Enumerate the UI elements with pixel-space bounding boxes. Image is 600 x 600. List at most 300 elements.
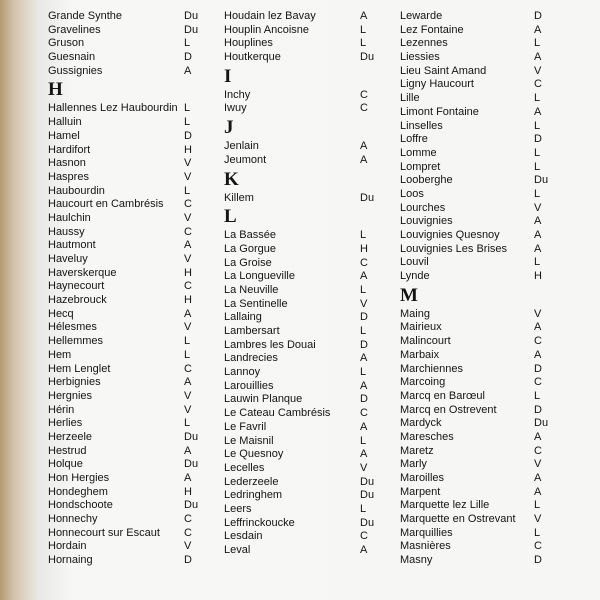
- district-code: V: [534, 201, 542, 214]
- district-code: C: [184, 362, 192, 375]
- index-entry: [48, 431, 210, 445]
- commune-name: Lederzeele: [224, 475, 279, 488]
- index-entry: [48, 116, 210, 130]
- commune-name: Hamel: [48, 129, 80, 142]
- commune-name: Marly: [400, 458, 427, 471]
- commune-name: Le Cateau Cambrésis: [224, 407, 331, 420]
- index-entry: [48, 130, 210, 144]
- commune-name: Maresches: [400, 430, 454, 443]
- commune-name: Hecq: [48, 307, 74, 320]
- index-entry: [224, 503, 380, 517]
- district-code: H: [360, 242, 368, 255]
- district-code: A: [360, 140, 368, 153]
- commune-name: Houdain lez Bavay: [224, 10, 316, 22]
- district-code: A: [534, 472, 542, 484]
- index-entry: [48, 37, 210, 51]
- district-code: Du: [360, 489, 375, 502]
- commune-name: Gussignies: [48, 64, 103, 77]
- index-entry: [48, 472, 210, 486]
- index-entry: [224, 462, 380, 476]
- district-code: A: [360, 153, 368, 166]
- index-entry: [224, 544, 380, 558]
- district-code: L: [534, 389, 541, 402]
- commune-name: Marcoing: [400, 376, 446, 389]
- district-code: A: [184, 376, 192, 389]
- index-entry: [400, 37, 548, 51]
- commune-name: Hem Lenglet: [48, 362, 111, 375]
- commune-name: Lille: [400, 92, 420, 105]
- index-entry: [224, 311, 380, 325]
- district-code: L: [534, 160, 541, 173]
- commune-name: Leers: [224, 502, 252, 515]
- district-code: H: [534, 270, 542, 283]
- index-entry: [400, 499, 548, 513]
- index-entry: [400, 215, 548, 229]
- district-code: C: [534, 335, 542, 348]
- commune-name: Lomme: [400, 146, 437, 159]
- district-code: Du: [534, 417, 549, 430]
- index-entry: [224, 102, 380, 116]
- district-code: L: [360, 502, 367, 515]
- commune-name: Houplin Ancoisne: [224, 23, 310, 36]
- commune-name: Hallennes Lez Haubourdin: [48, 102, 178, 115]
- commune-name: Le Favril: [224, 420, 267, 433]
- commune-name: Ledringhem: [224, 489, 283, 502]
- district-code: D: [360, 338, 368, 351]
- district-code: H: [184, 143, 192, 156]
- district-code: C: [360, 256, 368, 269]
- district-code: V: [534, 307, 542, 320]
- commune-name: Malincourt: [400, 335, 451, 348]
- commune-name: La Gorgue: [224, 242, 276, 255]
- commune-name: Holque: [48, 458, 83, 471]
- district-code: A: [534, 215, 542, 228]
- district-code: C: [534, 78, 542, 91]
- index-entry: [400, 243, 548, 257]
- index-entry: [48, 308, 210, 322]
- commune-name: Haubourdin: [48, 184, 105, 197]
- commune-name: Iwuy: [224, 102, 247, 115]
- commune-name: Hornaing: [48, 554, 93, 567]
- commune-name: Honnecourt sur Escaut: [48, 526, 160, 539]
- index-entry: [48, 10, 210, 24]
- index-entry: [48, 404, 210, 418]
- section-letter-heading: L: [224, 206, 237, 228]
- commune-name: Haucourt en Cambrésis: [48, 198, 164, 211]
- index-entry: [224, 448, 380, 462]
- commune-name: Maretz: [400, 444, 434, 457]
- index-entry: [400, 270, 548, 284]
- commune-name: Lallaing: [224, 311, 262, 324]
- index-entry: [400, 106, 548, 120]
- commune-name: Loffre: [400, 133, 428, 146]
- index-entry: [400, 308, 548, 322]
- index-entry: [224, 380, 380, 394]
- commune-name: Le Quesnoy: [224, 448, 284, 461]
- commune-name: Gruson: [48, 37, 85, 50]
- index-entry: [48, 540, 210, 554]
- district-code: D: [184, 554, 192, 567]
- district-code: L: [360, 23, 367, 36]
- index-entry: [400, 445, 548, 459]
- index-entry: [400, 65, 548, 79]
- district-code: L: [184, 417, 191, 430]
- index-entry: [224, 517, 380, 531]
- index-entry: [400, 133, 548, 147]
- commune-name: Guesnain: [48, 51, 96, 64]
- index-entry: [400, 188, 548, 202]
- district-code: D: [534, 10, 542, 22]
- index-entry: [400, 349, 548, 363]
- index-entry: [400, 472, 548, 486]
- section-letter-heading: H: [48, 79, 63, 101]
- district-code: L: [184, 335, 191, 348]
- district-code: V: [184, 170, 192, 183]
- commune-name: Linselles: [400, 119, 443, 132]
- index-entry: [224, 243, 380, 257]
- index-entry: [48, 198, 210, 212]
- district-code: C: [360, 530, 368, 543]
- district-code: L: [360, 434, 367, 447]
- index-entry: [400, 363, 548, 377]
- district-code: C: [184, 225, 192, 238]
- index-entry: [400, 256, 548, 270]
- index-entry: [400, 161, 548, 175]
- index-entry: [400, 120, 548, 134]
- district-code: L: [360, 229, 367, 242]
- commune-name: Larouillies: [224, 379, 274, 392]
- district-code: V: [184, 540, 192, 553]
- district-code: L: [360, 325, 367, 337]
- commune-name: Haulchin: [48, 211, 91, 224]
- commune-name: Hellemmes: [48, 335, 104, 348]
- district-code: A: [184, 239, 192, 252]
- district-code: A: [184, 307, 192, 320]
- index-entry: [48, 144, 210, 158]
- commune-name: Herzeele: [48, 430, 93, 443]
- index-entry: [48, 267, 210, 281]
- commune-name: Mardyck: [400, 417, 442, 430]
- commune-name: Lourches: [400, 201, 446, 214]
- commune-name: Herlies: [48, 417, 83, 430]
- commune-name: Hautmont: [48, 239, 96, 252]
- district-code: L: [184, 116, 191, 129]
- commune-name: Lieu Saint Amand: [400, 64, 487, 77]
- index-entry: [224, 10, 380, 24]
- district-code: V: [534, 513, 542, 526]
- commune-name: Lompret: [400, 160, 441, 173]
- commune-name: Lecelles: [224, 461, 265, 474]
- index-entry: [48, 226, 210, 240]
- commune-name: Haynecourt: [48, 280, 105, 293]
- commune-name: Herbignies: [48, 376, 101, 389]
- district-code: Du: [184, 458, 199, 471]
- district-code: A: [184, 472, 192, 484]
- index-column-1: [48, 10, 210, 568]
- commune-name: Hordain: [48, 540, 87, 553]
- commune-name: Lezennes: [400, 37, 448, 50]
- district-code: A: [534, 229, 542, 241]
- district-code: D: [534, 554, 542, 567]
- district-code: Du: [534, 174, 549, 187]
- index-entry: [224, 24, 380, 38]
- commune-name: Leffrinckoucke: [224, 516, 295, 529]
- index-entry: [400, 321, 548, 335]
- index-entry: [48, 157, 210, 171]
- commune-name: Lambersart: [224, 325, 280, 337]
- index-entry: [48, 321, 210, 335]
- commune-name: Marcq en Barœul: [400, 389, 485, 402]
- index-entry: [400, 417, 548, 431]
- commune-name: Lez Fontaine: [400, 23, 464, 36]
- district-code: D: [534, 133, 542, 146]
- index-entry: [400, 10, 548, 24]
- commune-name: Liessies: [400, 51, 440, 64]
- district-code: Du: [360, 51, 375, 64]
- commune-name: Halluin: [48, 116, 82, 129]
- index-entry: [48, 376, 210, 390]
- index-entry: [400, 404, 548, 418]
- index-entry: [48, 212, 210, 226]
- district-code: H: [184, 266, 192, 279]
- commune-name: Houplines: [224, 37, 273, 50]
- district-code: A: [534, 51, 542, 64]
- district-code: C: [534, 376, 542, 389]
- index-entry: [48, 185, 210, 199]
- district-code: L: [534, 146, 541, 159]
- district-code: C: [184, 198, 192, 211]
- district-code: L: [360, 283, 367, 296]
- district-code: L: [534, 526, 541, 539]
- index-entry: [48, 513, 210, 527]
- district-code: A: [534, 105, 542, 118]
- district-code: A: [360, 448, 368, 461]
- district-code: C: [184, 513, 192, 526]
- commune-name: Looberghe: [400, 174, 453, 187]
- district-code: A: [360, 420, 368, 433]
- district-code: A: [534, 321, 542, 334]
- index-entry: [48, 280, 210, 294]
- index-entry: [48, 65, 210, 79]
- commune-name: Hem: [48, 348, 72, 361]
- index-entry: [48, 458, 210, 472]
- index-entry: [224, 339, 380, 353]
- commune-name: Mairieux: [400, 321, 442, 334]
- commune-name: Le Maisnil: [224, 434, 274, 447]
- index-entry: [48, 554, 210, 568]
- index-entry: [400, 51, 548, 65]
- commune-name: La Groise: [224, 256, 272, 269]
- commune-name: Gravelines: [48, 23, 101, 36]
- commune-name: Haussy: [48, 225, 85, 238]
- section-letter-heading: K: [224, 168, 239, 190]
- commune-name: Jenlain: [224, 140, 259, 153]
- commune-name: Lynde: [400, 270, 430, 283]
- commune-name: Haverskerque: [48, 266, 117, 279]
- district-code: C: [360, 88, 368, 101]
- district-code: L: [534, 499, 541, 512]
- index-entry: [48, 335, 210, 349]
- index-entry: [400, 486, 548, 500]
- district-code: L: [534, 256, 541, 269]
- index-entry: [48, 445, 210, 459]
- district-code: H: [184, 294, 192, 307]
- district-code: A: [360, 352, 368, 365]
- district-code: C: [360, 407, 368, 420]
- district-code: A: [184, 444, 192, 457]
- district-code: D: [360, 393, 368, 406]
- commune-name: Marpent: [400, 485, 441, 498]
- commune-name: Haspres: [48, 170, 89, 183]
- district-code: A: [534, 485, 542, 498]
- district-code: Du: [184, 23, 199, 36]
- index-column-3: [400, 10, 548, 568]
- commune-name: Hardifort: [48, 143, 91, 156]
- district-code: Du: [360, 475, 375, 488]
- district-code: L: [184, 184, 191, 197]
- index-entry: [224, 89, 380, 103]
- district-code: Du: [184, 10, 199, 22]
- book-gutter: [0, 0, 40, 600]
- district-code: A: [360, 544, 368, 556]
- commune-name: Louvignies Quesnoy: [400, 229, 500, 241]
- district-code: L: [184, 348, 191, 361]
- commune-name: Marchiennes: [400, 362, 463, 375]
- index-entry: [224, 192, 380, 206]
- district-code: Du: [184, 430, 199, 443]
- commune-name: Landrecies: [224, 352, 278, 365]
- index-entry: [48, 239, 210, 253]
- commune-name: Grande Synthe: [48, 10, 122, 22]
- district-code: D: [534, 362, 542, 375]
- index-entry: [224, 352, 380, 366]
- commune-name: Marbaix: [400, 348, 440, 361]
- commune-name: Louvignies: [400, 215, 453, 228]
- district-code: L: [360, 37, 367, 50]
- district-code: V: [534, 458, 542, 471]
- commune-name: La Sentinelle: [224, 297, 288, 310]
- section-letter-heading: M: [400, 284, 418, 306]
- district-code: A: [534, 430, 542, 443]
- commune-name: Limont Fontaine: [400, 105, 479, 118]
- index-entry: [224, 270, 380, 284]
- district-code: V: [184, 157, 192, 170]
- index-entry: [400, 431, 548, 445]
- commune-name: Louvil: [400, 256, 429, 269]
- district-code: L: [534, 37, 541, 50]
- district-code: C: [184, 526, 192, 539]
- index-entry: [48, 390, 210, 404]
- commune-name: Louvignies Les Brises: [400, 242, 508, 255]
- index-entry: [224, 229, 380, 243]
- index-entry: [224, 393, 380, 407]
- commune-name: La Longueville: [224, 270, 295, 283]
- commune-name: Hasnon: [48, 157, 86, 170]
- district-code: L: [534, 92, 541, 105]
- index-entry: [224, 154, 380, 168]
- index-entry: [224, 257, 380, 271]
- district-code: A: [534, 348, 542, 361]
- commune-name: La Neuville: [224, 283, 279, 296]
- commune-name: Hélesmes: [48, 321, 97, 334]
- index-entry: [224, 298, 380, 312]
- district-code: L: [534, 119, 541, 132]
- index-entry: [400, 390, 548, 404]
- district-code: A: [360, 270, 368, 283]
- index-entry: [48, 24, 210, 38]
- index-entry: [400, 174, 548, 188]
- index-entry: [48, 527, 210, 541]
- district-code: C: [534, 444, 542, 457]
- index-entry: [224, 435, 380, 449]
- district-code: A: [534, 242, 542, 255]
- commune-name: Marquette lez Lille: [400, 499, 490, 512]
- index-entry: [400, 202, 548, 216]
- index-entry: [48, 51, 210, 65]
- index-entry: [400, 335, 548, 349]
- commune-name: Jeumont: [224, 153, 267, 166]
- commune-name: Houtkerque: [224, 51, 281, 64]
- commune-name: Hérin: [48, 403, 75, 416]
- index-entry: [400, 527, 548, 541]
- district-code: D: [360, 311, 368, 324]
- district-code: V: [534, 64, 542, 77]
- index-entry: [48, 363, 210, 377]
- district-code: Du: [360, 191, 375, 204]
- index-entry: [48, 294, 210, 308]
- district-code: A: [534, 23, 542, 36]
- district-code: V: [360, 297, 368, 310]
- section-letter-heading: J: [224, 117, 234, 139]
- district-code: V: [184, 321, 192, 334]
- commune-name: Maroilles: [400, 472, 445, 484]
- index-entry: [48, 349, 210, 363]
- index-entry: [400, 458, 548, 472]
- commune-name: Lesdain: [224, 530, 263, 543]
- index-entry: [400, 78, 548, 92]
- district-code: V: [360, 461, 368, 474]
- index-entry: [224, 140, 380, 154]
- index-column-2: [224, 10, 380, 558]
- index-entry: [224, 476, 380, 490]
- district-code: V: [184, 389, 192, 402]
- commune-name: Hondeghem: [48, 485, 108, 498]
- commune-name: Hon Hergies: [48, 472, 110, 484]
- index-entry: [400, 229, 548, 243]
- commune-name: Masny: [400, 554, 433, 567]
- index-entry: [224, 489, 380, 503]
- index-entry: [400, 513, 548, 527]
- district-code: C: [534, 540, 542, 553]
- index-entry: [224, 284, 380, 298]
- district-code: D: [184, 51, 192, 64]
- district-code: L: [534, 187, 541, 200]
- district-code: L: [360, 366, 367, 379]
- commune-name: Haveluy: [48, 253, 88, 265]
- index-entry: [400, 147, 548, 161]
- section-letter-heading: I: [224, 65, 232, 87]
- district-code: C: [360, 102, 368, 115]
- district-code: L: [184, 102, 191, 115]
- index-entry: [48, 486, 210, 500]
- index-entry: [224, 37, 380, 51]
- district-code: L: [184, 37, 191, 50]
- index-entry: [224, 421, 380, 435]
- index-entry: [224, 325, 380, 339]
- commune-name: Maing: [400, 307, 430, 320]
- commune-name: Hazebrouck: [48, 294, 107, 307]
- commune-name: Lewarde: [400, 10, 443, 22]
